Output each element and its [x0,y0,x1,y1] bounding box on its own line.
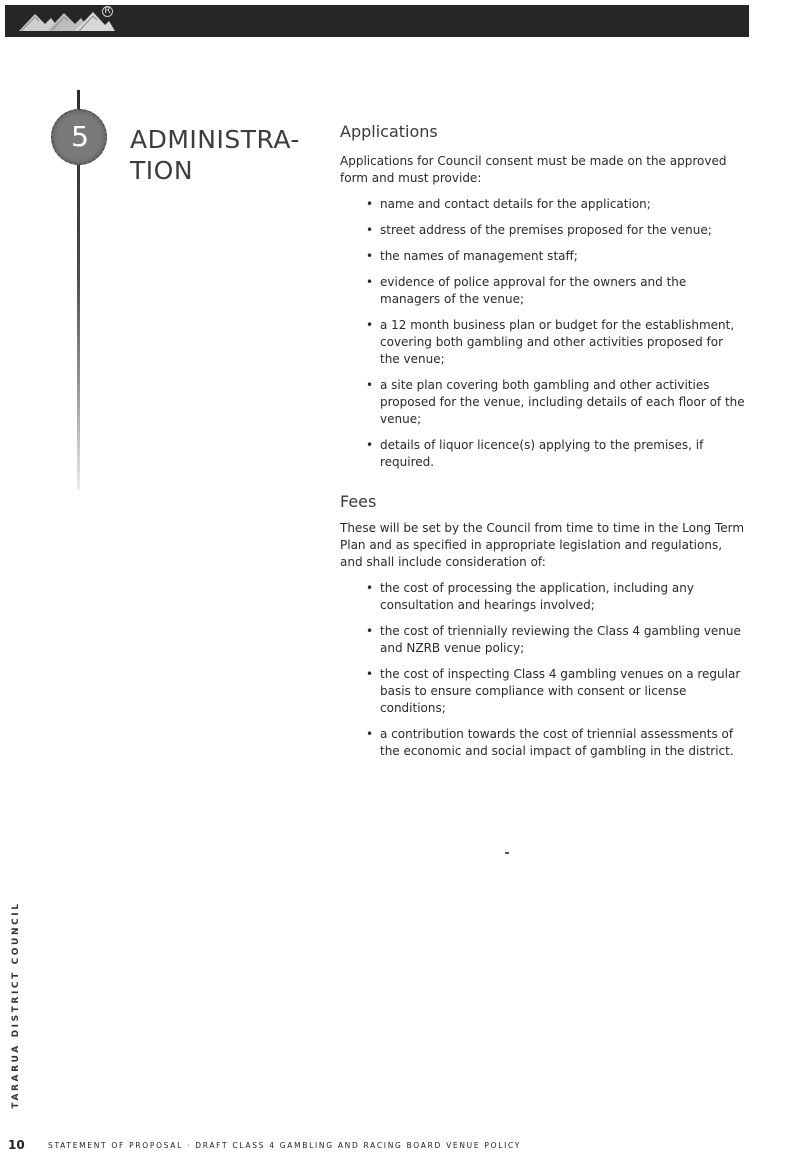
council-side-label: TARARUA DISTRICT COUNCIL [11,901,21,1109]
list-item [340,377,745,428]
list-item [340,580,745,614]
fees-heading: Fees [340,492,377,511]
list-item-text: the cost of inspecting Class 4 gambling venues on a regular basis to ensure compliance with consent or license conditions; [380,667,741,715]
list-item [340,317,745,368]
bullet: • [366,727,374,741]
applications-heading: Applications [340,122,438,141]
fees-list [340,580,745,760]
list-item [340,437,745,471]
applications-intro: Applications for Council consent must be made on the approved form and must provide: [340,154,727,185]
bullet: • [366,275,374,289]
mountains-logo-icon [19,9,115,33]
list-item [340,222,745,239]
list-item-text: the names of management staff; [380,249,578,263]
list-item [340,666,745,717]
main-content [340,122,745,760]
section-title-line-1: ADMINISTRA- [130,125,300,154]
list-item-text: a site plan covering both gambling and other activities proposed for the venue, including details of each floor of the venue; [380,378,745,426]
list-item [340,248,745,265]
scan-mark [505,852,509,854]
list-item-text: the cost of triennially reviewing the Class 4 gambling venue and NZRB venue policy; [380,624,741,655]
list-item [340,623,745,657]
bullet: • [366,378,374,392]
list-item-text: name and contact details for the application; [380,197,651,211]
section-badge [51,109,107,165]
list-item-text: street address of the premises proposed for the venue; [380,223,712,237]
bullet: • [366,624,374,638]
applications-list [340,196,745,471]
list-item [340,726,745,760]
page-number: 10 [8,1138,25,1152]
section-title [130,124,300,186]
list-item-text: a 12 month business plan or budget for the establishment, covering both gambling and other activities proposed for the venue; [380,318,735,366]
bullet: • [366,249,374,263]
bullet: • [366,667,374,681]
bullet: • [366,581,374,595]
section-title-line-2: TION [130,156,194,185]
list-item-text: details of liquor licence(s) applying to the premises, if required. [380,438,704,469]
section-number: 5 [71,120,89,153]
footer-title: STATEMENT OF PROPOSAL · DRAFT CLASS 4 GAMBLING AND RACING BOARD VENUE POLICY [48,1141,522,1150]
list-item [340,196,745,213]
list-item [340,274,745,308]
header-bar [5,5,749,37]
list-item-text: the cost of processing the application, including any consultation and hearings involved; [380,581,694,612]
bullet: • [366,223,374,237]
list-item-text: evidence of police approval for the owners and the managers of the venue; [380,275,687,306]
list-item-text: a contribution towards the cost of triennial assessments of the economic and social impact of gambling in the district. [380,727,734,758]
fees-intro: These will be set by the Council from time to time in the Long Term Plan and as specified in appropriate legislation and regulations, and shall include consideration of: [340,521,745,569]
registered-mark: R [102,6,113,17]
bullet: • [366,318,374,332]
bullet: • [366,438,374,452]
bullet: • [366,197,374,211]
